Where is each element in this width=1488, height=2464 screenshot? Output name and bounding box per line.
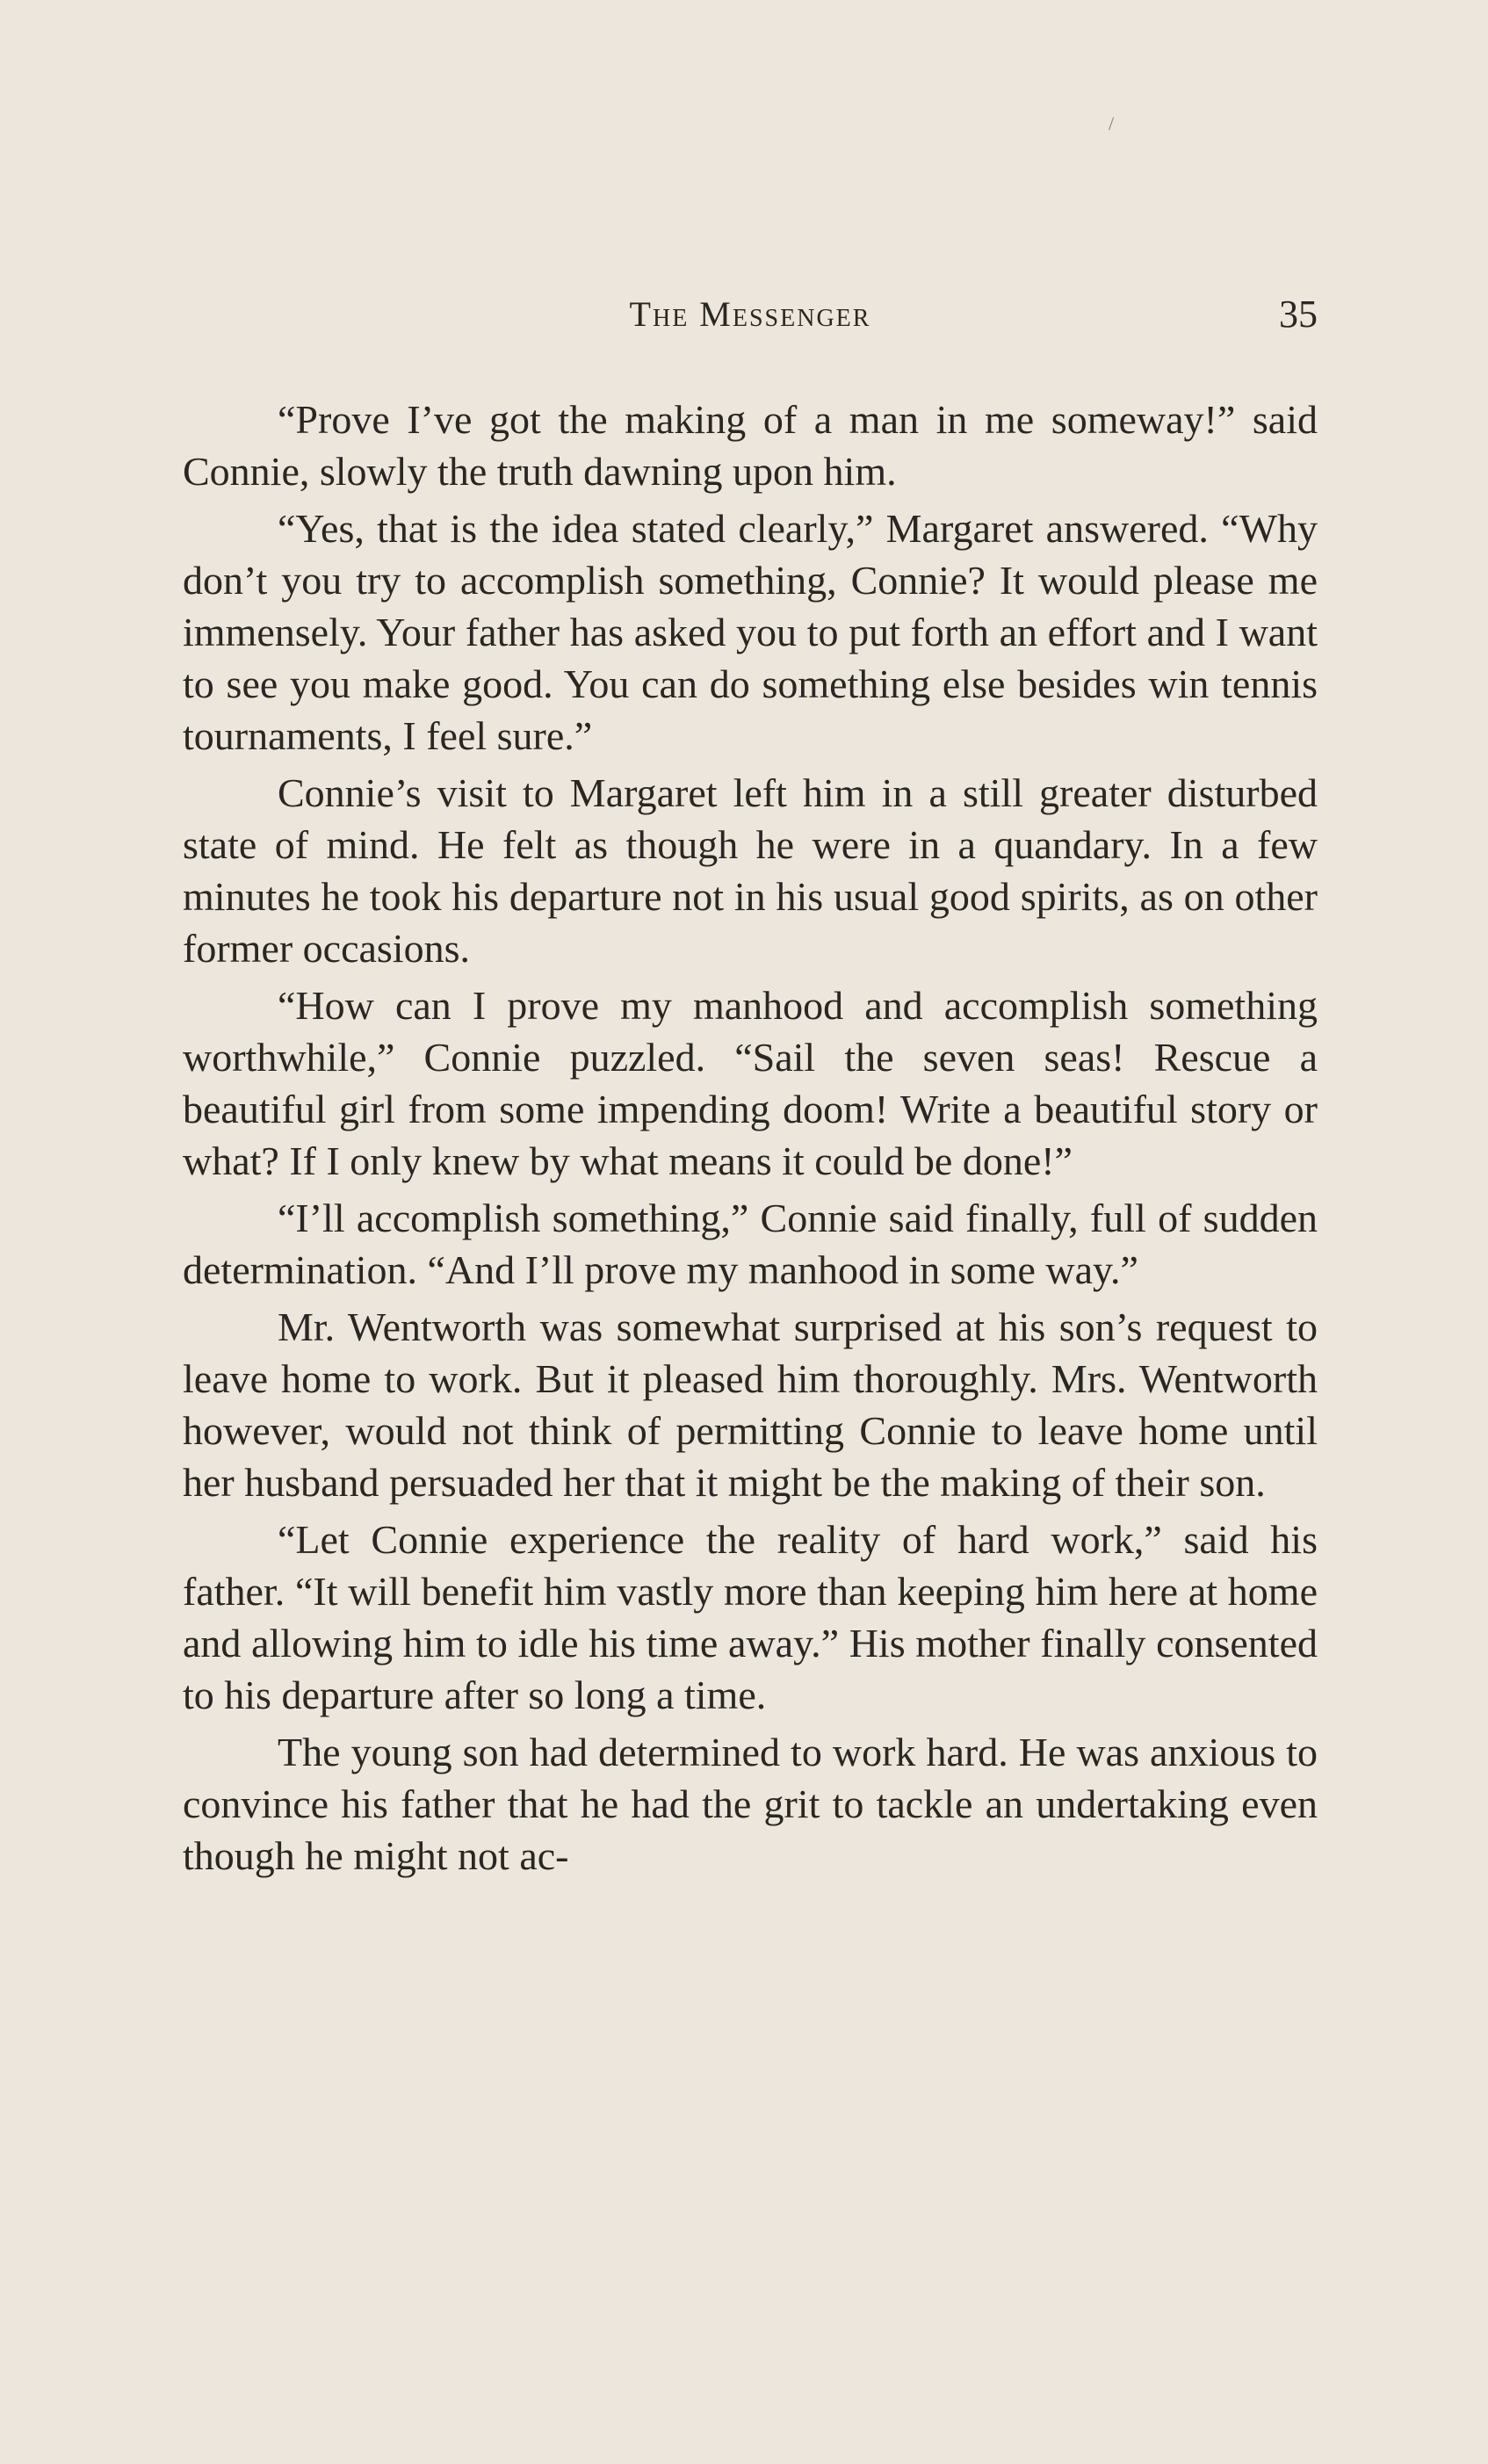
paragraph: The young son had determined to work hard. He was anxious to convince his father that he had the grit to tackle an undertaking even though he might not ac- [183,1730,1318,1878]
paragraph: Mr. Wentworth was somewhat surprised at his son’s request to leave home to work. But it pleased him thoroughly. Mrs. Wentworth however, would not think of permitting Connie to leave home until her husband persuaded her that it might be the making of their son. [183,1304,1318,1505]
paragraph: Connie’s visit to Margaret left him in a still greater disturbed state of mind. He felt as though he were in a quandary. In a few minutes he took his departure not in his usual good spirits, as on other former occasions. [183,770,1318,971]
running-title: The Messenger [629,294,871,334]
body-text [183,394,1318,1887]
paragraph: “Yes, that is the idea stated clearly,” Margaret answered. “Why don’t you try to accomplish something, Connie? It would please me immensely. Your father has asked you to put forth an effort and I want to see you make good. You can do something else besides win tennis tournaments, I feel sure.” [183,506,1318,758]
paragraph: “How can I prove my manhood and accomplish something worthwhile,” Connie puzzled. “Sail the seven seas! Rescue a beautiful girl from some impending doom! Write a beautiful story or what? If I only knew by what means it could be done!” [183,983,1318,1183]
paragraph: “Let Connie experience the reality of hard work,” said his father. “It will benefit him vastly more than keeping him here at home and allowing him to idle his time away.” His mother finally consented to his departure after so long a time. [183,1517,1318,1717]
paragraph: “I’ll accomplish something,” Connie said finally, full of sudden determination. “And I’ll prove my manhood in some way.” [183,1196,1318,1292]
paragraph: “Prove I’ve got the making of a man in me someway!” said Connie, slowly the truth dawning upon him. [183,397,1318,494]
stray-mark: / [1109,112,1115,134]
page-number: 35 [1279,293,1318,336]
page-header [183,288,1318,341]
